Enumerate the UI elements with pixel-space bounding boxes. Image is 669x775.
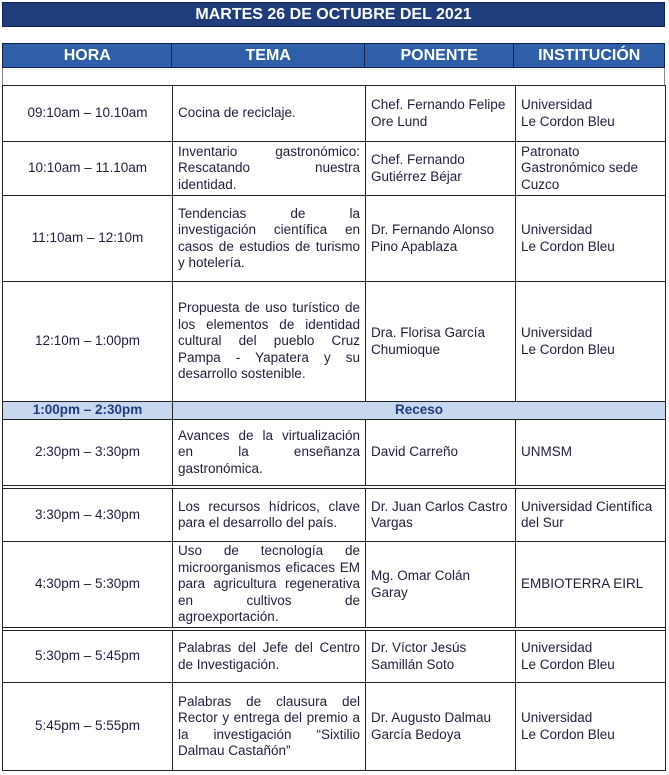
institucion-cell: UNMSM — [516, 420, 666, 486]
ponente-cell: Dr. Augusto Dalmau García Bedoya — [366, 683, 516, 771]
recess-label: Receso — [173, 402, 666, 420]
table-row — [3, 489, 666, 542]
ponente-cell: Dra. Florisa García Chumioque — [366, 282, 516, 402]
tema-cell: Los recursos hídricos, clave para el desarrollo del país. — [173, 489, 366, 542]
tema-cell: Tendencias de la investigación científica en casos de estudios de turismo y hotelería. — [173, 196, 366, 282]
header-tema: TEMA — [172, 44, 364, 67]
hora-cell: 2:30pm – 3:30pm — [3, 420, 173, 486]
hora-cell: 09:10am – 10.10am — [3, 86, 173, 142]
ponente-cell: Dr. Fernando Alonso Pino Apablaza — [366, 196, 516, 282]
hora-cell: 11:10am – 12:10m — [3, 196, 173, 282]
ponente-cell: David Carreño — [366, 420, 516, 486]
table-row — [3, 86, 666, 142]
table-row — [3, 196, 666, 282]
ponente-cell: Chef. Fernando Gutiérrez Béjar — [366, 142, 516, 196]
hora-cell: 3:30pm – 4:30pm — [3, 489, 173, 542]
tema-cell: Cocina de reciclaje. — [173, 86, 366, 142]
hora-cell: 10:10am – 11.10am — [3, 142, 173, 196]
recess-hora: 1:00pm – 2:30pm — [3, 402, 173, 420]
recess-row — [3, 402, 666, 420]
schedule-date-title: MARTES 26 DE OCTUBRE DEL 2021 — [2, 2, 665, 27]
institucion-cell: Universidad Le Cordon Bleu — [516, 86, 666, 142]
table-row — [3, 282, 666, 402]
header-spacer — [2, 68, 665, 86]
institucion-cell: Universidad Le Cordon Bleu — [516, 631, 666, 683]
tema-cell: Uso de tecnología de microorganismos eficaces EM para agricultura regenerativa en cultivos de agroexportación. — [173, 542, 366, 628]
ponente-cell: Chef. Fernando Felipe Ore Lund — [366, 86, 516, 142]
hora-cell: 4:30pm – 5:30pm — [3, 542, 173, 628]
institucion-cell: Universidad Le Cordon Bleu — [516, 196, 666, 282]
table-header — [2, 43, 665, 68]
agenda-table — [2, 85, 666, 771]
table-row — [3, 683, 666, 771]
table-row — [3, 542, 666, 628]
tema-cell: Propuesta de uso turístico de los elementos de identidad cultural del pueblo Cruz Pampa - Yapatera y su desarrollo sostenible. — [173, 282, 366, 402]
ponente-cell: Dr. Juan Carlos Castro Vargas — [366, 489, 516, 542]
institucion-cell: Universidad Le Cordon Bleu — [516, 683, 666, 771]
tema-cell: Palabras de clausura del Rector y entrega del premio a la investigación “Sixtilio Dalmau Castañón” — [173, 683, 366, 771]
hora-cell: 12:10m – 1:00pm — [3, 282, 173, 402]
table-row — [3, 420, 666, 486]
hora-cell: 5:30pm – 5:45pm — [3, 631, 173, 683]
table-row — [3, 142, 666, 196]
header-institucion: INSTITUCIÓN — [538, 46, 641, 64]
header-hora: HORA — [3, 44, 172, 67]
institucion-cell: Patronato Gastronómico sede Cuzco — [516, 142, 666, 196]
institucion-cell: Universidad Le Cordon Bleu — [516, 282, 666, 402]
ponente-cell: Dr. Víctor Jesús Samillán Soto — [366, 631, 516, 683]
tema-cell: Palabras del Jefe del Centro de Investigación. — [173, 631, 366, 683]
institucion-cell: EMBIOTERRA EIRL — [516, 542, 666, 628]
ponente-cell: Mg. Omar Colán Garay — [366, 542, 516, 628]
table-row — [3, 631, 666, 683]
hora-cell: 5:45pm – 5:55pm — [3, 683, 173, 771]
tema-cell: Avances de la virtualización en la enseñanza gastronómica. — [173, 420, 366, 486]
header-ponente: PONENTE — [365, 44, 515, 67]
tema-cell: Inventario gastronómico: Rescatando nuestra identidad. — [173, 142, 366, 196]
institucion-cell: Universidad Científica del Sur — [516, 489, 666, 542]
